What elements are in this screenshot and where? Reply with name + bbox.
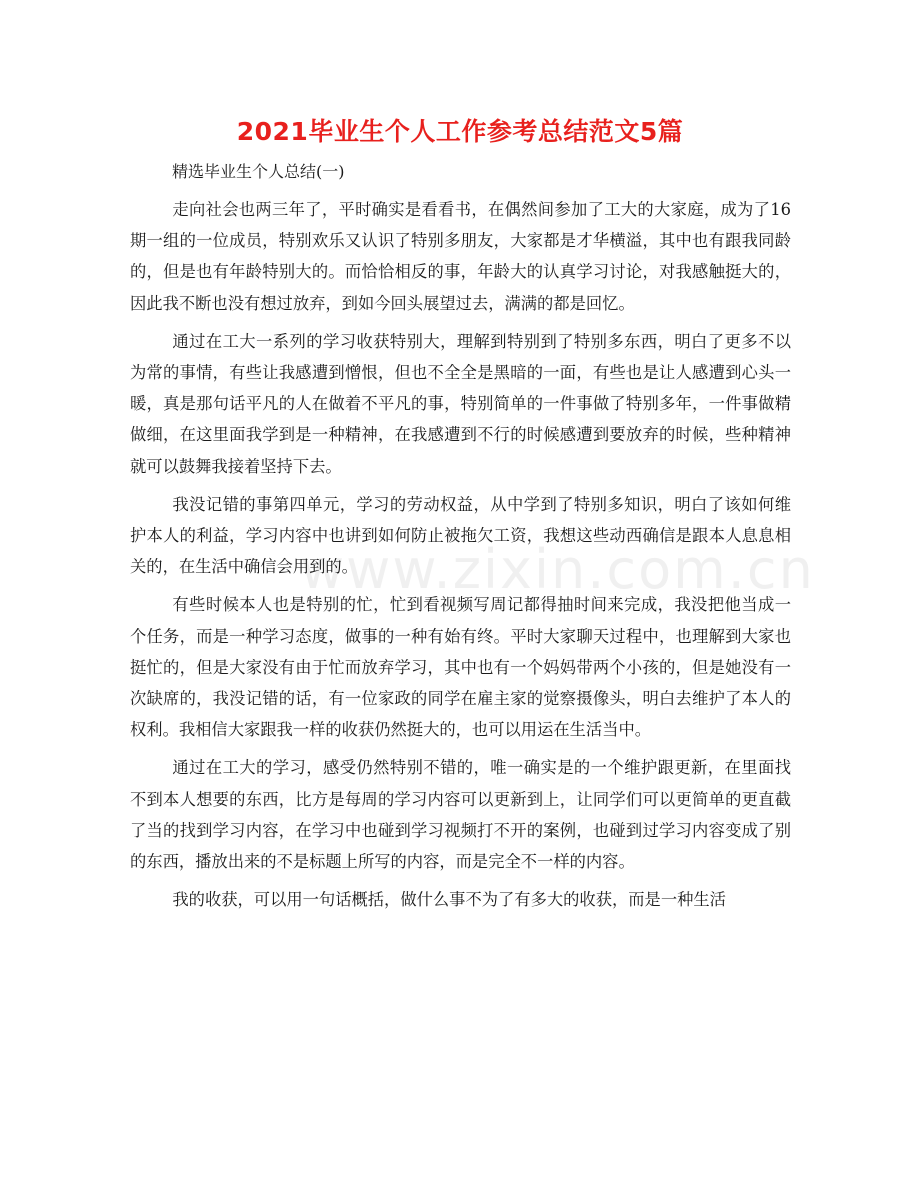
section-heading: 精选毕业生个人总结(一): [172, 162, 345, 181]
document-body: [130, 194, 791, 922]
paragraph-6: 我的收获，可以用一句话概括，做什么事不为了有多大的收获，而是一种生活: [172, 890, 726, 910]
paragraph-5: 通过在工大的学习，感受仍然特别不错的，唯一确实是的一个维护跟更新，在里面找不到本人想要的东西，比方是每周的学习内容可以更新到上，让同学们可以更简单的更直截了当的找到学习内容，在学习中也碰到学习视频打不开的案例，也碰到过学习内容变成了别的东西，播放出来的不是标题上所写的内容，而是完全不一样的内容。: [130, 758, 791, 872]
document-title: 2021毕业生个人工作参考总结范文5篇: [236, 117, 684, 146]
paragraph-1: 走向社会也两三年了，平时确实是看看书，在偶然间参加了工大的大家庭，成为了16期一组的一位成员，特别欢乐又认识了特别多朋友，大家都是才华横溢，其中也有跟我同龄的，但是也有年龄特别大的。而恰恰相反的事，年龄大的认真学习讨论，对我感触挺大的，因此我不断也没有想过放弃，到如今回头展望过去，满满的都是回忆。: [130, 200, 791, 313]
paragraph-2: 通过在工大一系列的学习收获特别大，理解到特别到了特别多东西，明白了更多不以为常的事情，有些让我感遭到憎恨，但也不全全是黑暗的一面，有些也是让人感遭到心头一暖，真是那句话平凡的人在做着不平凡的事，特别简单的一件事做了特别多年，一件事做精做细，在这里面我学到是一种精神，在我感遭到不行的时候感遭到要放弃的时候，些种精神就可以鼓舞我接着坚持下去。: [130, 331, 791, 476]
watermark: www.zixin.com.cn: [300, 538, 815, 601]
paragraph-4: 有些时候本人也是特别的忙，忙到看视频写周记都得抽时间来完成，我没把他当成一个任务，而是一种学习态度，做事的一种有始有终。平时大家聊天过程中，也理解到大家也挺忙的，但是大家没有由于忙而放弃学习，其中也有一个妈妈带两个小孩的，但是她没有一次缺席的，我没记错的话，有一位家政的同学在雇主家的觉察摄像头，明白去维护了本人的权利。我相信大家跟我一样的收获仍然挺大的，也可以用运在生活当中。: [130, 595, 791, 740]
paragraph-3: 我没记错的事第四单元，学习的劳动权益，从中学到了特别多知识，明白了该如何维护本人的利益，学习内容中也讲到如何防止被拖欠工资，我想这些动西确信是跟本人息息相关的，在生活中确信会用到的。: [130, 494, 791, 577]
